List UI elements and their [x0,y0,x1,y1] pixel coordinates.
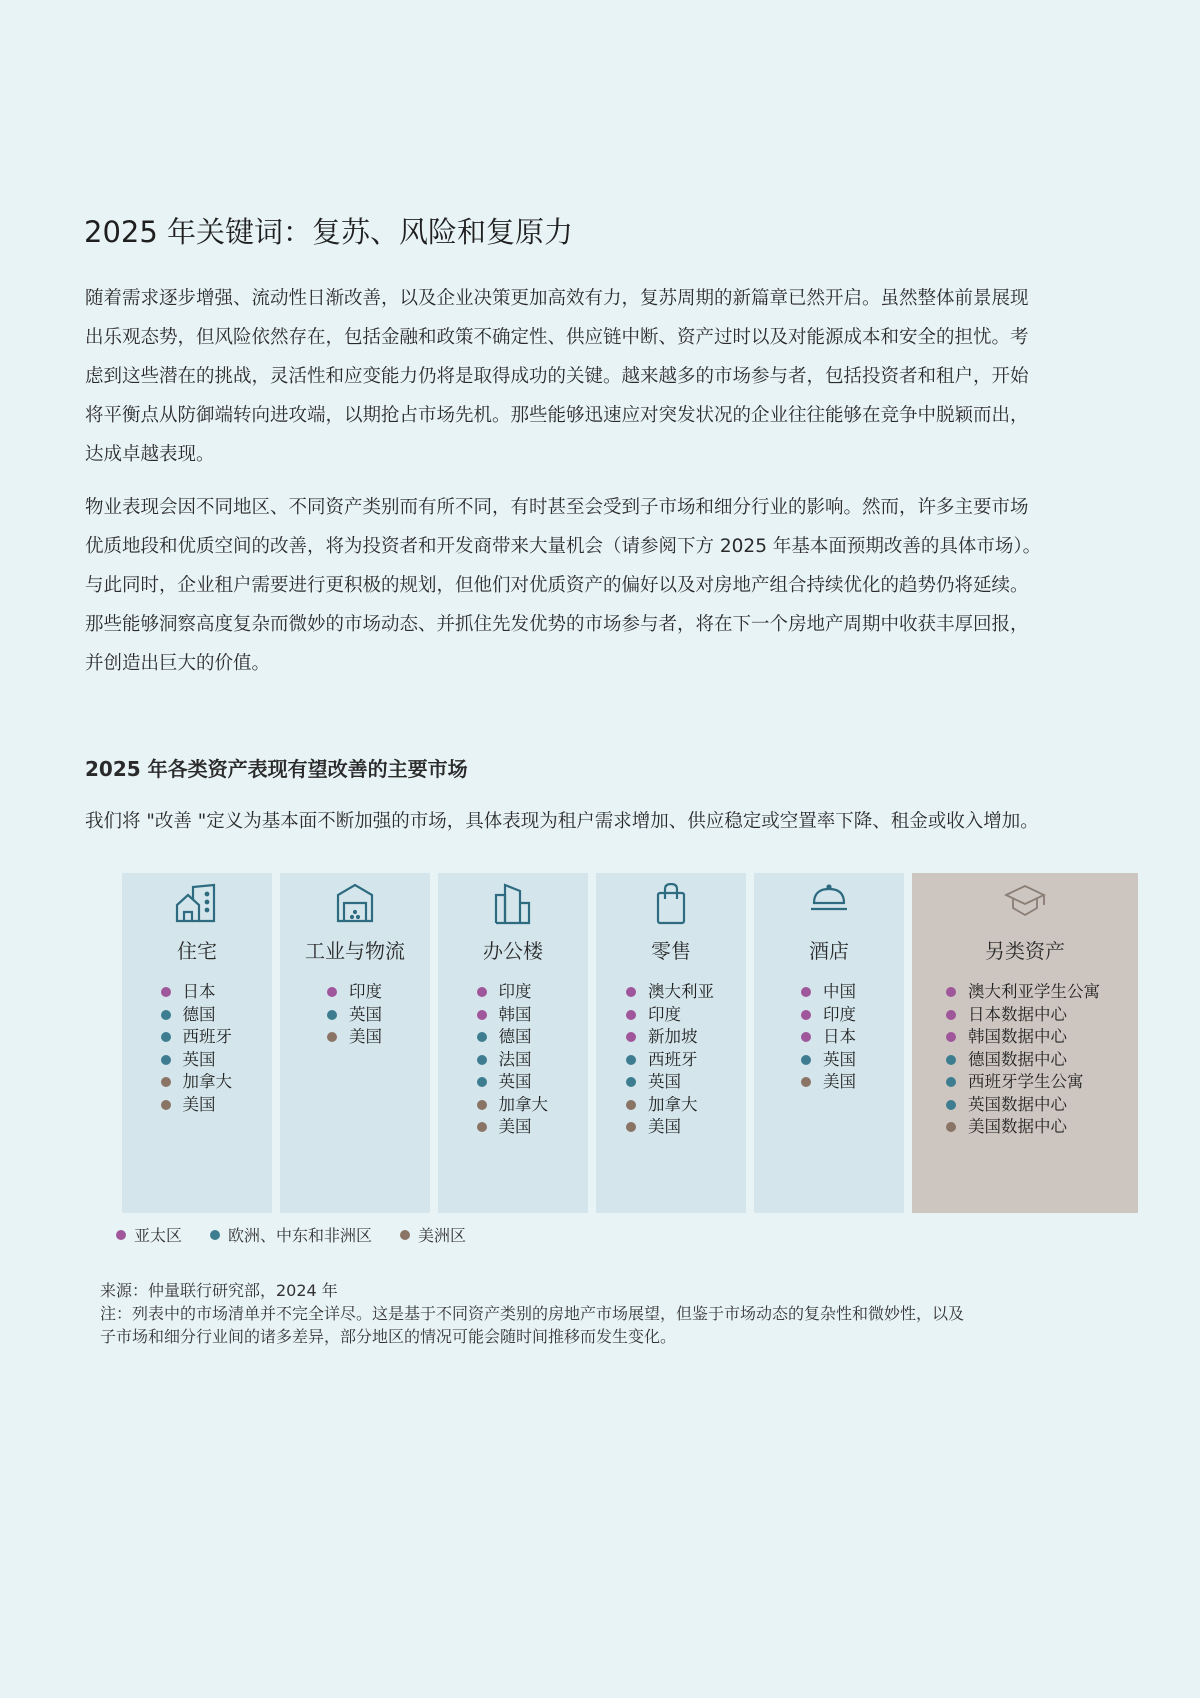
market-label: 英国 [349,1004,382,1024]
market-label: 日本数据中心 [968,1004,1067,1024]
market-item [626,1026,714,1049]
region-dot-icon [626,1010,636,1020]
asset-card [438,873,588,1213]
asset-card-title: 住宅 [177,939,217,963]
market-item [161,1026,233,1049]
market-label: 日本 [182,982,216,1001]
region-dot-icon [946,1122,956,1132]
shopping-bag-icon [596,883,746,927]
note-line: 子市场和细分行业间的诸多差异，部分地区的情况可能会随时间推移而发生变化。 [100,1327,677,1346]
section-subtitle: 我们将 "改善 "定义为基本面不断加强的市场，具体表现为租户需求增加、供应稳定或空置率下降、租金或收入增加。 [85,811,1039,832]
market-label: 美国 [823,1072,856,1091]
region-dot-icon [626,1055,636,1065]
legend-item [400,1223,466,1246]
market-item [946,1049,1100,1072]
market-label: 德国 [182,1004,216,1024]
asset-card [280,873,430,1213]
market-label: 英国 [648,1072,681,1091]
market-item [946,1071,1100,1094]
market-item [161,981,233,1004]
market-item [801,1026,856,1049]
legend-item [116,1223,182,1246]
market-label: 英国 [498,1072,532,1091]
market-label: 中国 [823,982,856,1001]
paragraph-line: 并创造出巨大的价值。 [85,653,271,674]
market-item [626,981,714,1004]
market-label: 英国 [182,1049,216,1069]
region-dot-icon [801,1055,811,1065]
graduation-cap-icon [912,883,1138,927]
region-dot-icon [801,1010,811,1020]
market-label: 法国 [498,1049,532,1069]
market-label: 韩国数据中心 [968,1027,1067,1046]
legend-label: 亚太区 [134,1226,183,1245]
market-label: 韩国 [498,1004,532,1024]
paragraph-line: 出乐观态势，但风险依然存在，包括金融和政策不确定性、供应链中断、资产过时以及对能源成本和安全的担忧。考 [85,327,1029,348]
market-item [946,1094,1100,1117]
intro-paragraph [85,279,1145,474]
paragraph-line: 将平衡点从防御端转向进攻端，以期抢占市场先机。那些能够迅速应对突发状况的企业往往能够在竞争中脱颖而出， [85,405,1029,426]
market-item [477,1026,549,1049]
market-item [946,981,1100,1004]
market-item [946,1026,1100,1049]
market-item [626,1004,714,1027]
paragraph-line: 优质地段和优质空间的改善，将为投资者和开发商带来大量机会（请参阅下方 2025 年基本面预期改善的具体市场）。 [85,536,1042,557]
region-dot-icon [161,1032,171,1042]
market-item [801,1049,856,1072]
market-label: 德国数据中心 [968,1049,1067,1069]
market-label: 美国 [182,1094,216,1114]
market-label: 印度 [823,1004,856,1024]
market-item [626,1049,714,1072]
asset-card-title: 零售 [651,939,691,963]
market-label: 英国 [823,1049,856,1069]
market-item [477,1116,549,1139]
market-label: 澳大利亚学生公寓 [968,982,1100,1001]
region-dot-icon [626,1122,636,1132]
paragraph-line: 随着需求逐步增强、流动性日渐改善，以及企业决策更加高效有力，复苏周期的新篇章已然开启。虽然整体前景展现 [85,288,1029,309]
market-item [626,1094,714,1117]
region-dot-icon [327,1032,337,1042]
region-dot-icon [801,987,811,997]
second-paragraph [85,488,1145,683]
market-list [327,981,382,1049]
legend-label: 美洲区 [418,1226,467,1245]
market-item [626,1071,714,1094]
legend-item [210,1223,372,1246]
paragraph-line: 虑到这些潜在的挑战，灵活性和应变能力仍将是取得成功的关键。越来越多的市场参与者，包括投资者和租户，开始 [85,366,1029,387]
cloche-icon [754,883,904,927]
region-dot-icon [161,1010,171,1020]
market-label: 美国数据中心 [968,1117,1067,1136]
region-dot-icon [801,1032,811,1042]
market-label: 美国 [498,1117,532,1136]
region-dot-icon [946,1077,956,1087]
market-item [477,1094,549,1117]
market-list [946,981,1100,1139]
market-label: 新加坡 [648,1027,698,1046]
office-building-icon [438,883,588,927]
market-item [477,1071,549,1094]
legend-dot-icon [210,1230,220,1240]
region-dot-icon [477,1077,487,1087]
market-label: 加拿大 [498,1094,548,1114]
paragraph-line: 物业表现会因不同地区、不同资产类别而有所不同，有时甚至会受到子市场和细分行业的影响。然而，许多主要市场 [85,497,1029,518]
region-dot-icon [801,1077,811,1087]
market-label: 加拿大 [648,1094,698,1114]
market-label: 德国 [498,1027,532,1046]
source-text: 来源：仲量联行研究部，2024 年 [100,1281,338,1300]
market-list [801,981,856,1094]
region-dot-icon [626,987,636,997]
region-dot-icon [477,1055,487,1065]
market-item [801,1004,856,1027]
market-label: 西班牙 [182,1027,232,1046]
region-dot-icon [477,987,487,997]
asset-card-title: 工业与物流 [305,939,405,963]
region-dot-icon [327,1010,337,1020]
market-label: 英国数据中心 [968,1094,1067,1114]
section-heading: 2025 年各类资产表现有望改善的主要市场 [85,757,468,781]
market-label: 美国 [349,1027,382,1046]
asset-card-title: 办公楼 [483,939,543,963]
market-label: 西班牙 [648,1049,698,1069]
market-item [626,1116,714,1139]
residential-building-icon [122,883,272,927]
market-item [327,1004,382,1027]
region-dot-icon [161,1055,171,1065]
page-title: 2025 年关键词：复苏、风险和复原力 [84,215,574,249]
warehouse-icon [280,883,430,927]
region-dot-icon [946,1100,956,1110]
paragraph-line: 达成卓越表现。 [85,444,215,465]
market-label: 澳大利亚 [648,982,714,1001]
asset-card [912,873,1138,1213]
source-notes [100,1279,964,1348]
region-dot-icon [477,1010,487,1020]
market-label: 日本 [823,1027,856,1046]
asset-card [122,873,272,1213]
market-item [327,981,382,1004]
region-dot-icon [946,1032,956,1042]
market-item [946,1004,1100,1027]
note-line: 注：列表中的市场清单并不完全详尽。这是基于不同资产类别的房地产市场展望，但鉴于市场动态的复杂性和微妙性，以及 [100,1304,965,1323]
legend-dot-icon [400,1230,410,1240]
market-item [161,1004,233,1027]
legend-label: 欧洲、中东和非洲区 [228,1226,373,1245]
asset-card-title: 酒店 [809,939,849,963]
region-dot-icon [327,987,337,997]
paragraph-line: 那些能够洞察高度复杂而微妙的市场动态、并抓住先发优势的市场参与者，将在下一个房地产周期中收获丰厚回报， [85,614,1029,635]
region-dot-icon [946,1055,956,1065]
asset-card [754,873,904,1213]
region-dot-icon [477,1032,487,1042]
market-item [477,1004,549,1027]
region-dot-icon [626,1032,636,1042]
market-label: 西班牙学生公寓 [968,1072,1084,1091]
market-list [626,981,714,1139]
market-label: 美国 [648,1117,681,1136]
region-dot-icon [626,1077,636,1087]
market-item [161,1094,233,1117]
market-item [946,1116,1100,1139]
market-list [477,981,549,1139]
asset-card [596,873,746,1213]
paragraph-line: 与此同时，企业租户需要进行更积极的规划，但他们对优质资产的偏好以及对房地产组合持续优化的趋势仍将延续。 [85,575,1029,596]
market-label: 印度 [349,982,382,1001]
market-item [477,1049,549,1072]
market-item [477,981,549,1004]
asset-card-title: 另类资产 [985,939,1065,963]
market-label: 印度 [498,982,532,1001]
market-item [327,1026,382,1049]
market-label: 加拿大 [182,1072,232,1091]
market-item [801,981,856,1004]
market-item [161,1049,233,1072]
market-list [161,981,233,1116]
region-legend [116,1223,466,1246]
market-label: 印度 [648,1004,681,1024]
region-dot-icon [626,1100,636,1110]
region-dot-icon [161,1077,171,1087]
market-item [161,1071,233,1094]
region-dot-icon [477,1122,487,1132]
legend-dot-icon [116,1230,126,1240]
region-dot-icon [946,987,956,997]
market-item [801,1071,856,1094]
region-dot-icon [161,1100,171,1110]
region-dot-icon [477,1100,487,1110]
region-dot-icon [946,1010,956,1020]
region-dot-icon [161,987,171,997]
